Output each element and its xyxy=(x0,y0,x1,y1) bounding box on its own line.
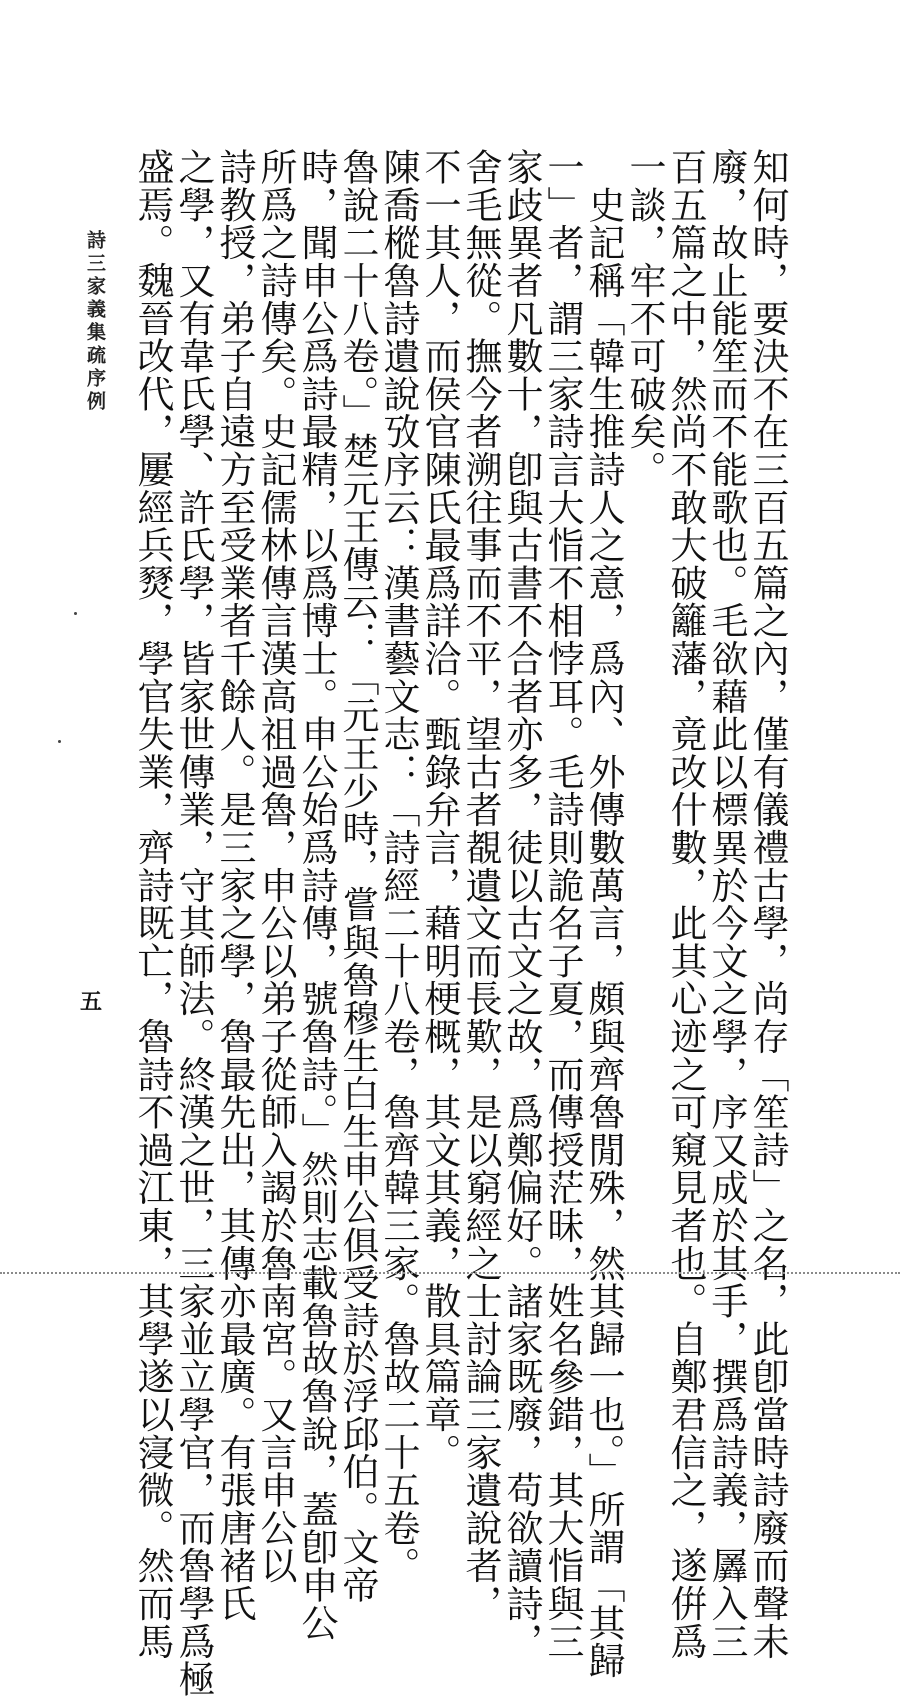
text-column: 時，聞申公爲詩最精，以爲博士。申公始爲詩傳，號魯詩。」然則志載魯故魯說，蓋卽申公 xyxy=(295,148,338,1642)
scan-edge-rule xyxy=(0,1272,900,1274)
page-number: 五 xyxy=(80,989,103,1015)
text-column: 一」者，謂三家詩言大恉不相悖耳。毛詩則詭名子夏，而傳授茫昧，姓名參錯，其大恉與三 xyxy=(541,148,584,1660)
running-title: 詩三家義集疏序例 xyxy=(84,230,106,414)
text-column: 盛焉。魏晉改代，屢經兵燹，學官失業，齊詩既亡，魯詩不過江東，其學遂以寖微。然而馬 xyxy=(131,148,174,1660)
text-column: 百五篇之中，然尚不敢大破籬藩，竟改什數，此其心迹之可窺見者也。自鄭君信之，遂倂爲 xyxy=(664,148,707,1660)
scan-speck xyxy=(74,612,77,615)
text-column: 一談，牢不可破矣。 xyxy=(623,148,666,489)
text-column: 舍毛無從。撫今者溯往事而不平，望古者覩遺文而長歎，是以窮經之士討論三家遺說者， xyxy=(459,148,502,1623)
text-column: 不一其人，而侯官陳氏最爲詳洽。甄錄弁言，藉明梗概，其文其義，散具篇章。 xyxy=(418,148,461,1471)
text-column: 魯說二十八卷。」楚元王傳云：「元王少時，嘗與魯穆生白生申公俱受詩於浮邱伯。文帝 xyxy=(336,148,379,1604)
text-column: 廢，故止能笙而不能歌也。毛欲藉此以標異於今文之學，序又成於其手，撰爲詩義，羼入三 xyxy=(705,148,748,1660)
text-column: 詩教授，弟子自遠方至受業者千餘人。是三家之學，魯最先出，其傳亦最廣。有張唐褚氏 xyxy=(213,148,256,1623)
text-column: 所爲之詩傳矣。史記儒林傳言漢高祖過魯，申公以弟子從師入謁於魯南宮。又言申公以 xyxy=(254,148,297,1585)
text-column: 陳喬樅魯詩遺說攷序云：漢書藝文志：「詩經二十八卷，魯齊韓三家。魯故二十五卷。 xyxy=(377,148,420,1585)
text-column: 家歧異者凡數十，卽與古書不合者亦多，徒以古文之故，爲鄭偏好。諸家既廢，苟欲讀詩， xyxy=(500,148,543,1660)
body-text xyxy=(131,148,789,1698)
scan-speck xyxy=(58,740,61,743)
text-column: 知何時，要決不在三百五篇之內，僅有儀禮古學，尚存「笙詩」之名，此卽當時詩廢而聲未 xyxy=(746,148,789,1660)
text-column: 之學，又有韋氏學、許氏學，皆家世傳業，守其師法。終漢之世，三家並立學官，而魯學爲極 xyxy=(172,148,215,1698)
text-column: 史記稱「韓生推詩人之意，爲內、外傳數萬言，頗與齊魯閒殊，然其歸一也。」所謂「其歸 xyxy=(582,148,625,1680)
